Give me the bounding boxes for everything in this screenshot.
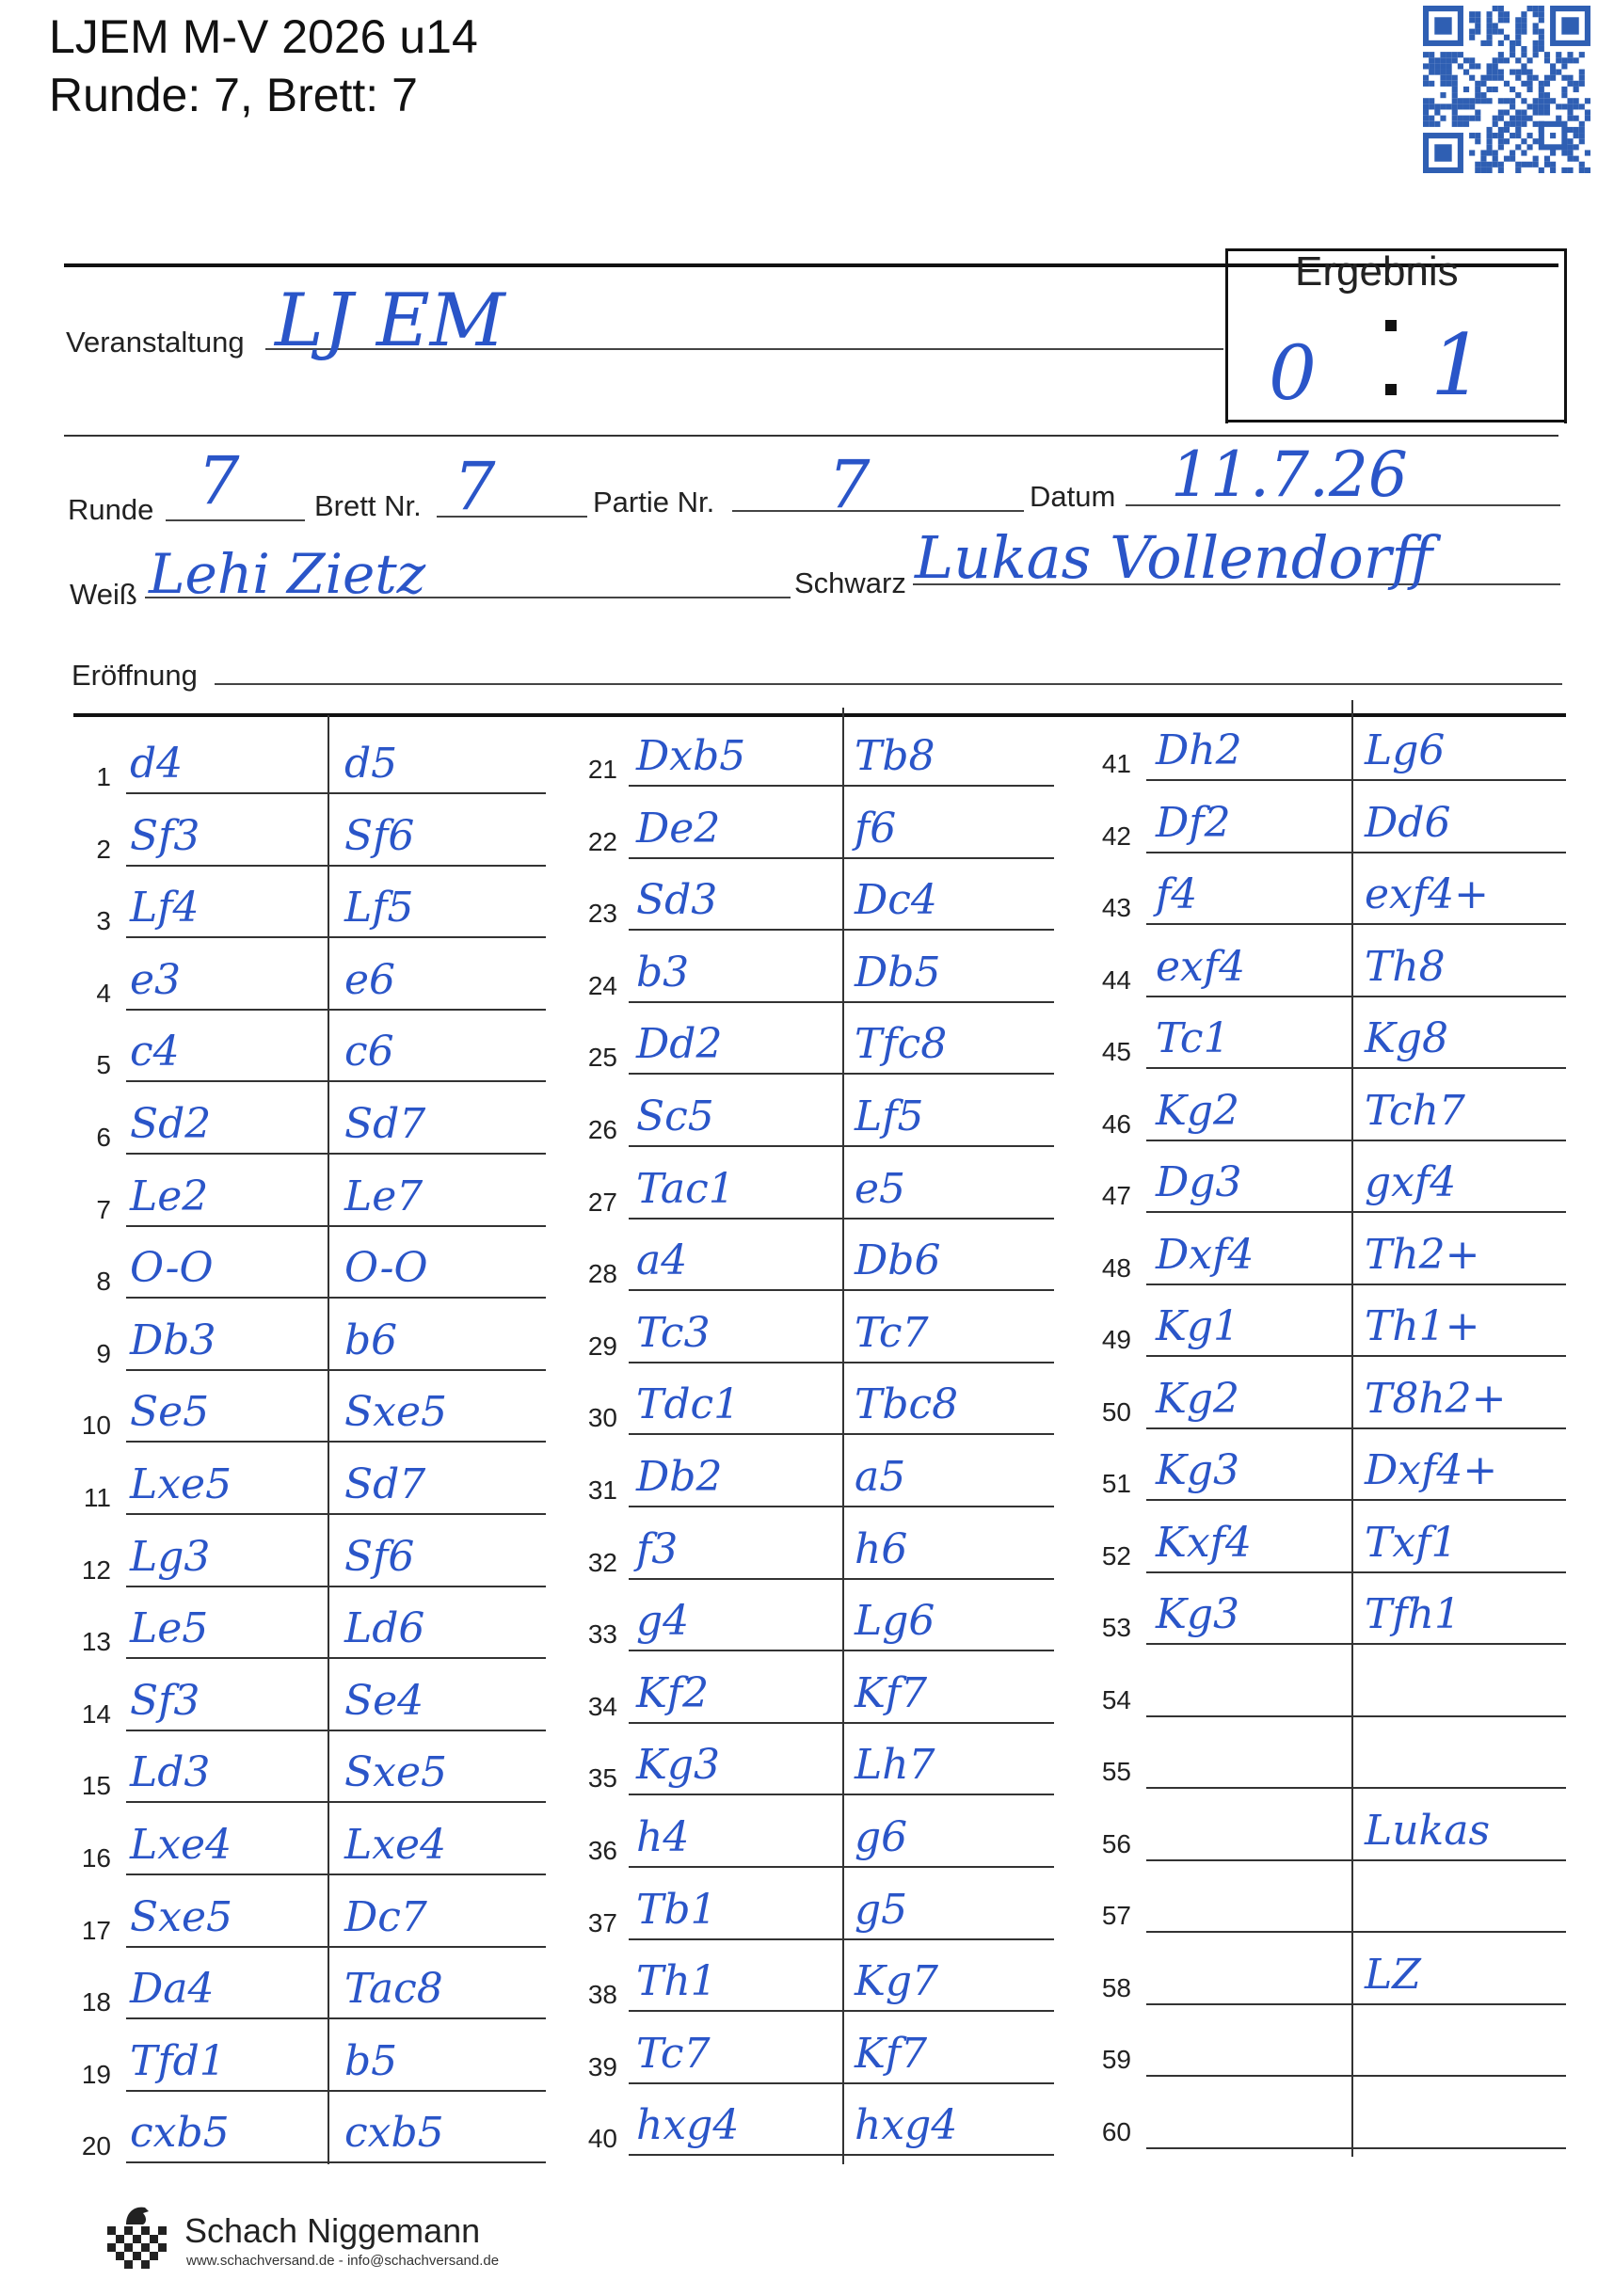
- black-move: T8h2+: [1365, 1374, 1507, 1423]
- move-number: 56: [1101, 1828, 1131, 1858]
- black-move: hxg4: [855, 2101, 958, 2150]
- move-number: 41: [1101, 749, 1131, 778]
- move-line: [629, 1794, 1054, 1795]
- move-number: 53: [1101, 1613, 1131, 1642]
- white-move: b3: [636, 948, 690, 997]
- white-move: hxg4: [636, 2101, 740, 2150]
- value-brett: 7: [454, 448, 496, 525]
- move-number: 24: [587, 970, 617, 1000]
- move-line: [126, 865, 546, 867]
- black-move: Kf7: [855, 1668, 928, 1717]
- white-move: exf4: [1156, 942, 1246, 991]
- move-number: 36: [587, 1836, 617, 1865]
- move-number: 21: [587, 755, 617, 784]
- black-move: h6: [855, 1524, 908, 1573]
- move-number: 31: [587, 1475, 617, 1505]
- move-number: 27: [587, 1187, 617, 1217]
- white-move: c4: [130, 1028, 180, 1076]
- white-move: Lg3: [130, 1532, 211, 1581]
- black-move: LZ: [1365, 1950, 1421, 1999]
- move-number: 42: [1101, 821, 1131, 851]
- black-move: Tfc8: [855, 1020, 948, 1069]
- move-line: [126, 1513, 546, 1515]
- white-move: Sf3: [130, 1676, 200, 1725]
- move-number: 11: [83, 1483, 111, 1512]
- move-line: [629, 1866, 1054, 1868]
- white-move: Kg3: [1156, 1590, 1240, 1638]
- black-move: Ld6: [344, 1604, 425, 1653]
- move-number: 26: [587, 1115, 617, 1144]
- move-line: [1146, 779, 1566, 781]
- white-move: Ld3: [130, 1748, 211, 1797]
- move-number: 16: [81, 1843, 111, 1873]
- black-move: Le7: [344, 1172, 423, 1220]
- move-line: [629, 1145, 1054, 1147]
- move-number: 9: [96, 1338, 111, 1368]
- chess-knight-icon: [102, 2204, 171, 2279]
- move-line: [1146, 1355, 1566, 1357]
- move-line: [1146, 1140, 1566, 1141]
- black-move: Sf6: [344, 1532, 415, 1581]
- white-move: Kxf4: [1156, 1518, 1252, 1567]
- move-number: 15: [81, 1771, 111, 1801]
- label-weiss: Weiß: [70, 578, 137, 611]
- move-number: 57: [1101, 1901, 1131, 1930]
- black-move: Kg7: [855, 1957, 939, 2006]
- move-number: 39: [587, 2051, 617, 2081]
- black-move: Db6: [855, 1236, 941, 1285]
- move-number: 13: [81, 1627, 111, 1657]
- move-line: [629, 1433, 1054, 1435]
- black-move: Db5: [855, 948, 941, 997]
- white-move: f4: [1156, 870, 1198, 918]
- black-move: Sxe5: [344, 1388, 447, 1437]
- move-line: [629, 857, 1054, 859]
- white-move: Tc7: [636, 2029, 711, 2078]
- move-line: [126, 1297, 546, 1299]
- black-move: Sd7: [344, 1100, 426, 1148]
- white-move: Lxe5: [130, 1460, 232, 1508]
- white-move: Lf4: [130, 884, 200, 933]
- white-move: Db2: [636, 1453, 723, 1501]
- label-runde: Runde: [68, 493, 154, 526]
- move-line: [1146, 1787, 1566, 1789]
- black-move: Lf5: [344, 884, 414, 933]
- move-number: 52: [1101, 1540, 1131, 1571]
- move-line: [126, 1369, 546, 1371]
- move-line: [629, 1362, 1054, 1363]
- move-line: [126, 1153, 546, 1155]
- value-weiss: Lehi Zietz: [149, 542, 426, 606]
- move-number: 29: [587, 1331, 617, 1361]
- black-move: Tc7: [855, 1308, 929, 1357]
- move-line: [629, 1650, 1054, 1651]
- move-number: 8: [96, 1267, 111, 1297]
- move-number: 32: [587, 1547, 617, 1577]
- white-move: Tc1: [1156, 1014, 1230, 1062]
- black-move: Tbc8: [855, 1380, 959, 1429]
- footer-contact: [186, 2253, 499, 2269]
- move-number: 51: [1101, 1469, 1131, 1498]
- black-move: gxf4: [1365, 1158, 1457, 1206]
- move-line: [126, 2017, 546, 2019]
- black-move: Sd7: [344, 1460, 426, 1508]
- page-title: LJEM M-V 2026 u14: [49, 10, 478, 63]
- white-move: Tb1: [636, 1885, 717, 1934]
- white-move: Sf3: [130, 811, 200, 860]
- move-line: [126, 792, 546, 794]
- label-datum: Datum: [1030, 480, 1116, 513]
- black-move: Th1+: [1365, 1302, 1480, 1350]
- move-number: 47: [1101, 1181, 1131, 1210]
- move-line: [1146, 1067, 1566, 1069]
- move-line: [126, 1009, 546, 1011]
- move-number: 12: [81, 1555, 111, 1585]
- move-line: [1146, 1715, 1566, 1717]
- white-move: d4: [130, 740, 184, 788]
- black-move: Th8: [1365, 942, 1446, 991]
- move-number: 49: [1101, 1325, 1131, 1354]
- white-move: Dd2: [636, 1020, 723, 1069]
- move-number: 38: [587, 1980, 617, 2010]
- move-number: 3: [96, 906, 111, 936]
- move-line: [126, 1730, 546, 1731]
- black-move: Se4: [344, 1676, 424, 1725]
- move-number: 54: [1101, 1684, 1131, 1714]
- move-line: [126, 1801, 546, 1803]
- black-move: b6: [344, 1315, 398, 1364]
- value-veranstaltung: LJ EM: [275, 279, 505, 363]
- white-move: Le5: [130, 1604, 209, 1653]
- white-move: Sxe5: [130, 1892, 232, 1941]
- white-move: Tac1: [636, 1164, 735, 1213]
- move-number: 48: [1101, 1252, 1131, 1283]
- move-line: [629, 1073, 1054, 1075]
- move-line: [126, 1946, 546, 1948]
- move-number: 45: [1101, 1037, 1131, 1066]
- white-move: De2: [636, 804, 721, 853]
- black-move: g6: [855, 1813, 908, 1861]
- move-number: 18: [81, 1987, 111, 2017]
- black-move: Lxe4: [344, 1821, 447, 1869]
- footer-website: www.schachversand.de: [186, 2253, 335, 2269]
- move-number: 50: [1101, 1396, 1131, 1427]
- white-move: Tc3: [636, 1308, 711, 1357]
- black-move: Lh7: [855, 1741, 935, 1790]
- move-line: [629, 1578, 1054, 1580]
- move-line: [629, 1289, 1054, 1291]
- move-line: [629, 2154, 1054, 2156]
- move-line: [1146, 1284, 1566, 1285]
- black-move: Lf5: [855, 1092, 924, 1140]
- move-line: [126, 1657, 546, 1659]
- black-move: Dc4: [855, 876, 937, 925]
- move-line: [1146, 1499, 1566, 1501]
- white-move: Kg2: [1156, 1374, 1240, 1423]
- black-move: Lg6: [1365, 726, 1446, 774]
- move-line: [126, 2161, 546, 2163]
- move-line: [126, 2090, 546, 2092]
- move-number: 6: [96, 1123, 111, 1152]
- footer-brand: Schach Niggemann: [184, 2211, 481, 2250]
- white-move: Se5: [130, 1388, 210, 1437]
- black-move: Dd6: [1365, 798, 1451, 847]
- white-move: Th1: [636, 1957, 717, 2006]
- black-move: Lg6: [855, 1597, 935, 1646]
- move-number: 4: [96, 978, 111, 1008]
- black-move: f6: [855, 804, 897, 853]
- move-number: 37: [587, 1907, 617, 1937]
- white-move: O-O: [130, 1244, 214, 1293]
- move-line: [1146, 1427, 1566, 1429]
- black-move: Tb8: [855, 732, 935, 780]
- white-move: Db3: [130, 1315, 216, 1364]
- black-move: d5: [344, 740, 398, 788]
- move-number: 40: [587, 2124, 617, 2154]
- white-move: Dh2: [1156, 726, 1242, 774]
- black-move: Kf7: [855, 2029, 928, 2078]
- white-move: Da4: [130, 1965, 215, 2014]
- black-move: Kg8: [1365, 1014, 1449, 1062]
- move-line: [126, 1586, 546, 1587]
- label-partie: Partie Nr.: [593, 486, 715, 518]
- move-line: [629, 2082, 1054, 2084]
- white-move: Kg1: [1156, 1302, 1240, 1350]
- page-subtitle: Runde: 7, Brett: 7: [49, 69, 418, 121]
- white-move: Kf2: [636, 1668, 710, 1717]
- black-move: exf4+: [1365, 870, 1489, 918]
- move-number: 10: [81, 1411, 111, 1441]
- black-move: Sf6: [344, 811, 415, 860]
- value-datum: 11.7.26: [1171, 438, 1408, 511]
- move-line: [126, 1225, 546, 1227]
- white-move: Tfd1: [130, 2036, 226, 2085]
- qr-code-icon: [1423, 6, 1590, 173]
- white-move: Dxb5: [636, 732, 746, 780]
- black-move: Lukas: [1365, 1806, 1491, 1855]
- move-number: 23: [587, 899, 617, 929]
- white-move: h4: [636, 1813, 690, 1861]
- black-move: Txf1: [1365, 1518, 1458, 1567]
- move-line: [629, 1001, 1054, 1003]
- footer-email: info@schachversand.de: [346, 2253, 500, 2269]
- move-line: [1146, 1571, 1566, 1573]
- move-number: 25: [587, 1043, 617, 1073]
- move-line: [629, 929, 1054, 931]
- white-move: Kg3: [1156, 1446, 1240, 1494]
- white-move: Df2: [1156, 798, 1231, 847]
- value-runde: 7: [198, 442, 240, 519]
- move-line: [1146, 852, 1566, 853]
- label-schwarz: Schwarz: [794, 566, 906, 599]
- move-number: 17: [81, 1915, 111, 1945]
- white-move: Sc5: [636, 1092, 714, 1140]
- move-number: 2: [96, 834, 111, 864]
- move-number: 44: [1101, 965, 1131, 995]
- move-number: 58: [1101, 1972, 1131, 2002]
- move-line: [1146, 1643, 1566, 1645]
- black-move: a5: [855, 1453, 906, 1501]
- label-veranstaltung: Veranstaltung: [66, 326, 245, 359]
- white-move: g4: [636, 1597, 690, 1646]
- black-move: Tac8: [344, 1965, 443, 2014]
- label-brett: Brett Nr.: [314, 489, 422, 522]
- white-move: e3: [130, 955, 182, 1004]
- black-move: Tfh1: [1365, 1590, 1461, 1638]
- move-number: 35: [587, 1763, 617, 1794]
- white-move: Kg2: [1156, 1086, 1240, 1135]
- move-line: [629, 2010, 1054, 2012]
- white-move: Dxf4: [1156, 1230, 1254, 1279]
- move-number: 28: [587, 1259, 617, 1289]
- move-line: [1146, 996, 1566, 997]
- white-move: Sd3: [636, 876, 718, 925]
- move-number: 46: [1101, 1108, 1131, 1139]
- move-number: 60: [1101, 2116, 1131, 2146]
- black-move: e5: [855, 1164, 906, 1213]
- white-move: Sd2: [130, 1100, 212, 1148]
- result-black: 1: [1430, 316, 1485, 415]
- move-line: [629, 1218, 1054, 1220]
- label-eroeffnung: Eröffnung: [72, 659, 198, 692]
- move-number: 33: [587, 1619, 617, 1650]
- move-line: [126, 1873, 546, 1875]
- value-schwarz: Lukas Vollendorff: [915, 523, 1433, 592]
- move-number: 19: [81, 2059, 111, 2089]
- move-number: 7: [96, 1194, 111, 1224]
- move-line: [1146, 1931, 1566, 1933]
- white-move: Lxe4: [130, 1821, 232, 1869]
- white-move: Le2: [130, 1172, 209, 1220]
- move-line: [1146, 1211, 1566, 1213]
- move-number: 1: [96, 762, 111, 791]
- move-line: [126, 1080, 546, 1082]
- black-move: Dc7: [344, 1892, 427, 1941]
- white-move: Tdc1: [636, 1380, 741, 1429]
- label-ergebnis: Ergebnis: [1295, 248, 1459, 295]
- move-number: 34: [587, 1691, 617, 1721]
- black-move: Tch7: [1365, 1086, 1465, 1135]
- move-line: [629, 1506, 1054, 1507]
- move-number: 22: [587, 826, 617, 856]
- black-move: cxb5: [344, 2109, 444, 2158]
- black-move: b5: [344, 2036, 398, 2085]
- white-move: a4: [636, 1236, 688, 1285]
- move-line: [629, 1722, 1054, 1724]
- move-line: [1146, 1859, 1566, 1861]
- move-line: [1146, 2003, 1566, 2005]
- result-white: 0: [1269, 329, 1317, 417]
- move-number: 5: [96, 1050, 111, 1080]
- black-move: Sxe5: [344, 1748, 447, 1797]
- move-number: 20: [81, 2131, 111, 2161]
- black-move: g5: [855, 1885, 908, 1934]
- black-move: c6: [344, 1028, 394, 1076]
- move-line: [629, 785, 1054, 787]
- move-number: 55: [1101, 1757, 1131, 1786]
- move-line: [126, 936, 546, 938]
- move-line: [1146, 2147, 1566, 2149]
- black-move: O-O: [344, 1244, 428, 1293]
- value-partie: 7: [828, 446, 871, 523]
- move-number: 43: [1101, 893, 1131, 922]
- white-move: Kg3: [636, 1741, 721, 1790]
- black-move: Dxf4+: [1365, 1446, 1498, 1494]
- white-move: Dg3: [1156, 1158, 1242, 1206]
- move-line: [126, 1441, 546, 1443]
- move-line: [629, 1938, 1054, 1940]
- black-move: e6: [344, 955, 396, 1004]
- move-number: 30: [587, 1403, 617, 1433]
- move-number: 59: [1101, 2045, 1131, 2074]
- black-move: Th2+: [1365, 1230, 1480, 1279]
- white-move: f3: [636, 1524, 679, 1573]
- move-line: [1146, 923, 1566, 925]
- move-line: [1146, 2075, 1566, 2077]
- move-number: 14: [81, 1698, 111, 1729]
- white-move: cxb5: [130, 2109, 230, 2158]
- footer-separator: -: [334, 2253, 347, 2269]
